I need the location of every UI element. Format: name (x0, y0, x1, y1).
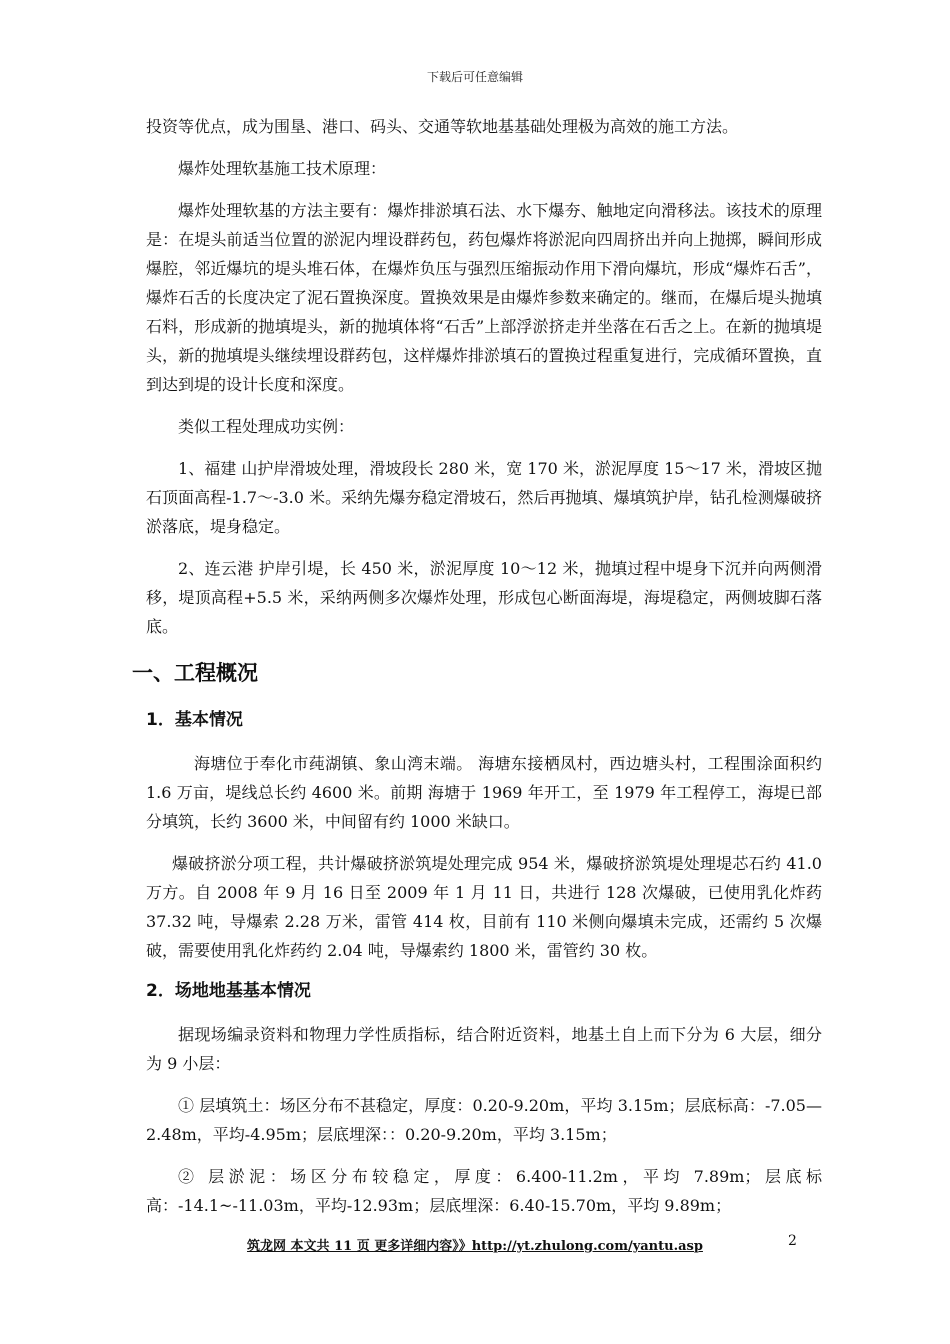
paragraph-principle-heading: 爆炸处理软基施工技术原理： (178, 159, 387, 178)
paragraph-principle: 爆炸处理软基的方法主要有：爆炸排淤填石法、水下爆夯、触地定向滑移法。该技术的原理是：在堤头前适当位置的淤泥内埋设群药包，药包爆炸将淤泥向四周挤出并向上抛掷，瞬间形成爆腔，邻近爆坑的堤头堆石体，在爆炸负压与强烈压缩振动作用下滑向爆坑，形成“爆炸石舌”，爆炸石舌的长度决定了泥石置换深度。置换效果是由爆炸参数来确定的。继而，在爆后堤头抛填石料，形成新的抛填堤头，新的抛填体将“石舌”上部浮淤挤走并坐落在石舌之上。在新的抛填堤头，新的抛填堤头继续埋设群药包，这样爆炸排淤填石的置换过程重复进行，完成循环置换，直到达到堤的设计长度和深度。 (146, 201, 822, 394)
page-number: 2 (788, 1233, 797, 1249)
paragraph-layer-1: ① 层填筑土：场区分布不甚稳定，厚度：0.20-9.20m，平均 3.15m；层底标高：-7.05—2.48m，平均-4.95m；层底埋深：：0.20-9.20m，平均 3.15m； (146, 1096, 822, 1144)
header-note: 下载后可任意编辑 (426, 70, 523, 84)
subsection-heading-basic-situation: 1．基本情况 (146, 710, 243, 730)
paragraph-examples-heading: 类似工程处理成功实例： (178, 417, 355, 436)
paragraph-example-2: 2、连云港 护岸引堤，长 450 米，淤泥厚度 10～12 米，抛填过程中堤身下沉并向两侧滑移，堤顶高程+5.5 米，采纳两侧多次爆炸处理，形成包心断面海堤，海堤稳定，两侧坡脚石落底。 (146, 559, 822, 636)
subsection-heading-site-foundation: 2．场地地基基本情况 (146, 981, 311, 1001)
paragraph-blasting-work: 爆破挤淤分项工程，共计爆破挤淤筑堤处理完成 954 米，爆破挤淤筑堤处理堤芯石约 41.0 万方。自 2008 年 9 月 16 日至 2009 年 1 月 11 日，共进行 128 次爆破，已使用乳化炸药 37.32 吨，导爆索 2.28 万米，雷管 414 枚，目前有 110 米侧向爆填未完成，还需约 5 次爆破，需要使用乳化炸药约 2.04 吨，导爆索约 1800 米，雷管约 30 枚。 (146, 854, 822, 960)
paragraph-foundation-layers: 据现场编录资料和物理力学性质指标，结合附近资料，地基土自上而下分为 6 大层，细分为 9 小层： (146, 1025, 822, 1073)
section-heading-project-overview: 一、工程概况 (132, 661, 258, 685)
paragraph-example-1: 1、福建 山护岸滑坡处理，滑坡段长 280 米，宽 170 米，淤泥厚度 15～17 米，滑坡区抛石顶面高程-1.7～-3.0 米。采纳先爆夯稳定滑坡石，然后再抛填、爆填筑护岸，钻孔检测爆破挤淤落底，堤身稳定。 (146, 459, 822, 536)
document-body (132, 112, 822, 1233)
paragraph-intro-continued: 投资等优点，成为围垦、港口、码头、交通等软地基基础处理极为高效的施工方法。 (146, 117, 739, 136)
footer-link[interactable]: 筑龙网 本文共 11 页 更多详细内容》》http://yt.zhulong.com/yantu.asp (247, 1239, 703, 1254)
paragraph-basic-situation: 海塘位于奉化市莼湖镇、象山湾末端。 海塘东接栖凤村，西边塘头村，工程围涂面积约 1.6 万亩，堤线总长约 4600 米。前期 海塘于 1969 年开工，至 1979 年工程停工，海堤已部分填筑，长约 3600 米，中间留有约 1000 米缺口。 (146, 754, 822, 831)
paragraph-layer-2: ② 层淤泥：场区分布较稳定，厚度：6.400-11.2m，平均 7.89m；层底标高：-14.1~-11.03m，平均-12.93m；层底埋深：6.40-15.70m，平均 9.89m； (146, 1167, 822, 1215)
